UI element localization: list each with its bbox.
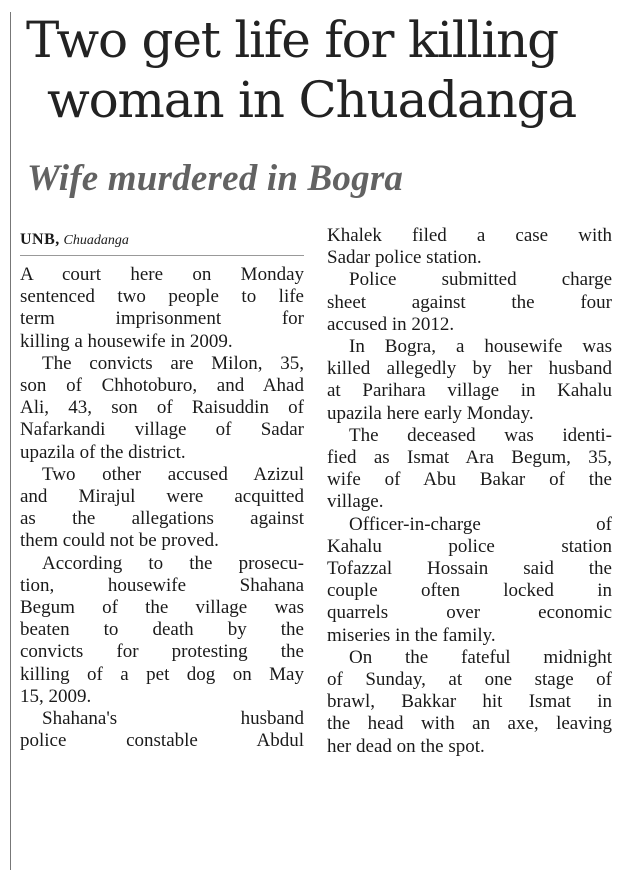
article-text-line: Ali, 43, son of Raisuddin of xyxy=(20,397,304,419)
article-text-line: them could not be proved. xyxy=(20,530,219,552)
article-text-line: The convicts are Milon, 35, xyxy=(42,352,304,374)
article-text-line: Police submitted charge xyxy=(349,269,612,291)
article-text-line: On the fateful midnight xyxy=(349,646,612,668)
byline xyxy=(20,225,304,256)
article-text-line: accused in 2012. xyxy=(327,313,455,335)
article-text-line: Shahana's husband xyxy=(42,708,304,730)
article-text-line: In Bogra, a housewife was xyxy=(349,336,612,358)
article-text-line: brawl, Bakkar hit Ismat in xyxy=(327,691,612,713)
article-text-line: and Mirajul were acquitted xyxy=(20,486,304,508)
byline-location: Chuadanga xyxy=(63,233,129,248)
headline-line-2: woman in Chuadanga xyxy=(47,71,577,129)
article-text-line: The deceased was identi- xyxy=(349,424,612,446)
article-text-line: term imprisonment for xyxy=(20,308,304,330)
headline xyxy=(26,10,616,130)
article-text-line: upazila here early Monday. xyxy=(327,402,534,424)
article-text-line: convicts for protesting the xyxy=(20,641,304,663)
subheadline: Wife murdered in Bogra xyxy=(27,158,404,199)
article-text-line: miseries in the family. xyxy=(327,624,496,646)
article-text-line: A court here on Monday xyxy=(20,264,304,285)
article-text-line: as the allegations against xyxy=(20,508,304,530)
article-text-line: Two other accused Azizul xyxy=(42,463,304,485)
article-text-line: Sadar police station. xyxy=(327,247,482,269)
article-text-line: at Parihara village in Kahalu xyxy=(327,380,612,402)
article-text-line: killed allegedly by her husband xyxy=(327,358,612,380)
article-text-line: wife of Abu Bakar of the xyxy=(327,469,612,491)
article-text-line: Tofazzal Hossain said the xyxy=(327,558,612,580)
article-text-line: village. xyxy=(327,491,384,513)
article-text-line: Khalek filed a case with xyxy=(327,225,612,246)
article-text-line: couple often locked in xyxy=(327,580,612,602)
article-text-line: son of Chhotoburo, and Ahad xyxy=(20,375,304,397)
article-text-line: Kahalu police station xyxy=(327,535,612,557)
article-text-line: 15, 2009. xyxy=(20,685,92,707)
article-text-line: According to the prosecu- xyxy=(42,552,304,574)
article-text-line: sentenced two people to life xyxy=(20,286,304,308)
article-text-line: police constable Abdul xyxy=(20,730,304,752)
article-text-line: of Sunday, at one stage of xyxy=(327,669,612,691)
right-column-text xyxy=(327,225,612,758)
article-text-line: quarrels over economic xyxy=(327,602,612,624)
article-text-line: killing a housewife in 2009. xyxy=(20,330,233,352)
article-text-line: beaten to death by the xyxy=(20,619,304,641)
article-text-line: her dead on the spot. xyxy=(327,735,485,757)
article-text-line: fied as Ismat Ara Begum, 35, xyxy=(327,447,612,469)
article-text-line: Nafarkandi village of Sadar xyxy=(20,419,304,441)
article-text-line: tion, housewife Shahana xyxy=(20,574,304,596)
article-text-line: killing of a pet dog on May xyxy=(20,663,304,685)
article-text-line: upazila of the district. xyxy=(20,441,186,463)
article-text-line: Officer-in-charge of xyxy=(349,513,612,535)
byline-agency: UNB, xyxy=(20,231,60,248)
left-column-text xyxy=(20,264,304,752)
article-column-right xyxy=(327,225,612,758)
article-column-left xyxy=(20,225,304,752)
article-text-line: sheet against the four xyxy=(327,291,612,313)
headline-line-1: Two get life for killing xyxy=(26,11,558,69)
column-rule xyxy=(10,12,11,870)
article-text-line: Begum of the village was xyxy=(20,597,304,619)
article-text-line: the head with an axe, leaving xyxy=(327,713,612,735)
